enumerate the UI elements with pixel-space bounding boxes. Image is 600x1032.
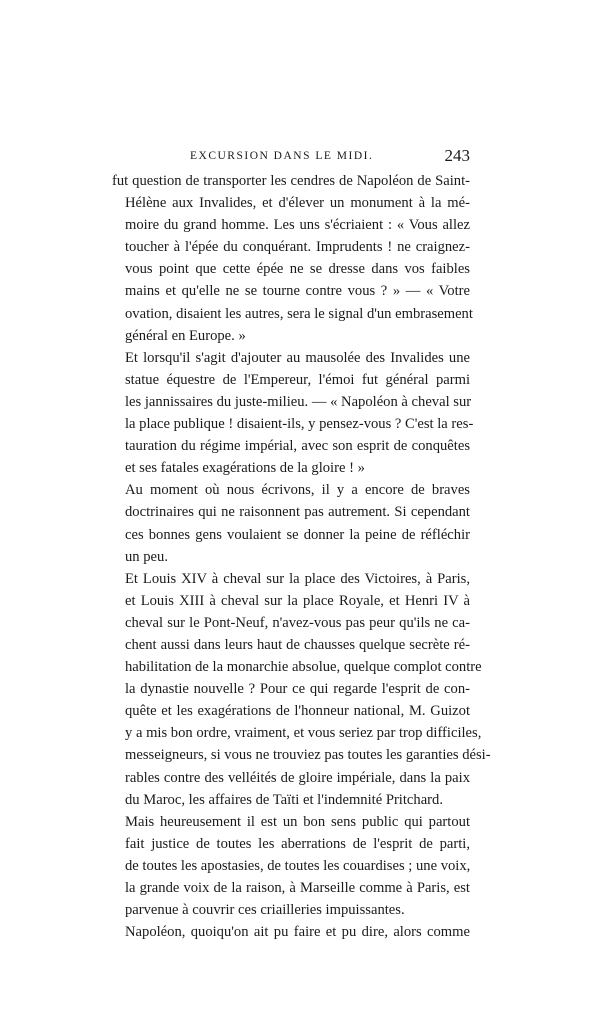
paragraph — [112, 921, 470, 943]
text-line: fut question de transporter les cendres de Napoléon de Saint- — [112, 173, 470, 189]
text-line: toucher à l'épée du conquérant. Imprudents ! ne craignez- — [125, 239, 470, 256]
text-line: statue équestre de l'Empereur, l'émoi fut général parmi — [125, 371, 470, 388]
text-line: vous point que cette épée ne se dresse dans vos faibles — [125, 261, 470, 278]
text-line: du Maroc, les affaires de Taïti et l'indemnité Pritchard. — [125, 791, 443, 808]
text-line: Mais heureusement il est un bon sens public qui partout — [125, 813, 470, 830]
paragraph — [112, 811, 470, 921]
text-line: mains et qu'elle ne se tourne contre vous ? » — « Votre — [125, 283, 470, 300]
paragraph — [112, 568, 491, 811]
text-line: fait justice de toutes les aberrations de l'esprit de parti, — [125, 835, 470, 852]
text-line: Au moment où nous écrivons, il y a encore de braves — [125, 482, 470, 499]
text-line: et ses fatales exagérations de la gloire ! » — [125, 460, 365, 477]
paragraph — [112, 347, 474, 480]
text-line: tauration du régime impérial, avec son esprit de conquêtes — [125, 438, 470, 455]
paragraph — [112, 170, 473, 347]
text-line: les jannissaires du juste-milieu. — « Napoléon à cheval sur — [125, 393, 472, 410]
text-line: chent aussi dans leurs haut de chausses quelque secrète ré- — [125, 636, 470, 653]
text-line: général en Europe. » — [125, 327, 246, 344]
body-text — [112, 170, 491, 943]
text-line: la grande voix de la raison, à Marseille comme à Paris, est — [125, 880, 470, 896]
text-line: ovation, disaient les autres, sera le signal d'un embrasement — [125, 305, 473, 322]
text-line: moire du grand homme. Les uns s'écriaient : « Vous allez — [125, 217, 470, 234]
text-line: Napoléon, quoiqu'on ait pu faire et pu dire, alors comme — [125, 924, 470, 941]
text-line: un peu. — [125, 548, 168, 565]
page-number: 243 — [444, 146, 470, 165]
text-line: Hélène aux Invalides, et d'élever un monument à la mé- — [125, 195, 470, 212]
text-line: Et lorsqu'il s'agit d'ajouter au mausolée des Invalides une — [125, 349, 470, 366]
page-header — [112, 148, 470, 168]
text-line: cheval sur le Pont-Neuf, n'avez-vous pas peur qu'ils ne ca- — [125, 614, 470, 631]
text-line: et Louis XIII à cheval sur la place Royale, et Henri IV à — [125, 592, 470, 609]
paragraph — [112, 479, 470, 567]
text-line: Et Louis XIV à cheval sur la place des Victoires, à Paris, — [125, 570, 470, 587]
text-line: ces bonnes gens voulaient se donner la peine de réfléchir — [125, 526, 470, 543]
text-line: parvenue à couvrir ces criailleries impuissantes. — [125, 902, 405, 919]
text-line: y a mis bon ordre, vraiment, et vous seriez par trop difficiles, — [125, 725, 482, 742]
text-line: messeigneurs, si vous ne trouviez pas toutes les garanties dési- — [125, 747, 491, 764]
text-line: la dynastie nouvelle ? Pour ce qui regarde l'esprit de con- — [125, 681, 470, 698]
text-line: quête et les exagérations de l'honneur national, M. Guizot — [125, 703, 470, 720]
text-line: rables contre des velléités de gloire impériale, dans la paix — [125, 769, 470, 786]
text-line: habilitation de la monarchie absolue, quelque complot contre — [125, 659, 482, 676]
text-line: de toutes les apostasies, de toutes les couardises ; une voix, — [125, 857, 471, 874]
running-title: EXCURSION DANS LE MIDI. — [190, 150, 374, 162]
text-line: doctrinaires qui ne raisonnent pas autrement. Si cependant — [125, 504, 470, 521]
text-line: la place publique ! disaient-ils, y pensez-vous ? C'est la res- — [125, 416, 474, 433]
